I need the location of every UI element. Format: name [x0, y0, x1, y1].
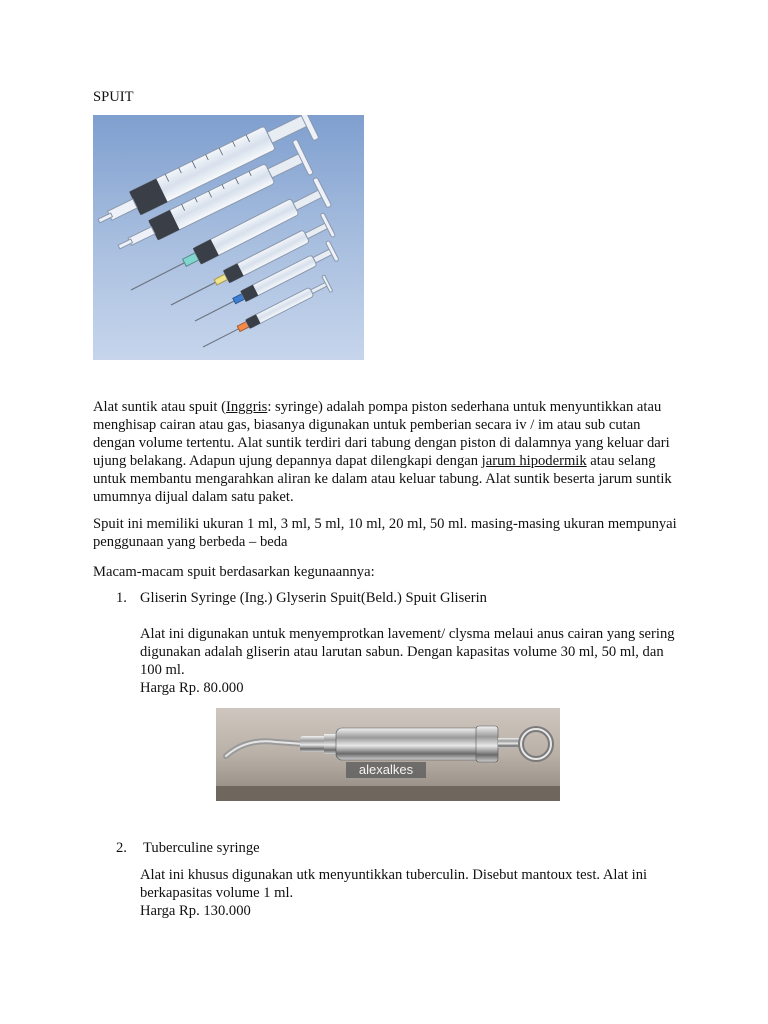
item-2-description: Alat ini khusus digunakan utk menyuntikkan tuberculin. Disebut mantoux test. Alat ini berkapasitas volume 1 ml.	[140, 867, 648, 901]
intro-text-1: Alat suntik atau spuit (	[93, 399, 226, 415]
sizes-paragraph: Spuit ini memiliki ukuran 1 ml, 3 ml, 5 ml, 10 ml, 20 ml, 50 ml. masing-masing ukuran mempunyai penggunaan yang berbeda – beda	[93, 516, 677, 550]
types-heading-paragraph: Macam-macam spuit berdasarkan kegunaannya:	[93, 564, 375, 580]
item-1-body	[140, 625, 680, 697]
item-1-heading: Gliserin Syringe (Ing.) Glyserin Spuit(Beld.) Spuit Gliserin	[140, 590, 487, 606]
watermark-text: alexalkes	[358, 762, 414, 777]
item-2-heading: Tuberculine syringe	[143, 840, 260, 856]
document-title: SPUIT	[93, 89, 134, 105]
intro-text-2: : syringe) adalah pompa piston sederhana untuk menyuntikkan atau menghisap cairan atau gas, biasanya digunakan untuk pemberian secara iv / im atau sub cutan dengan volume tertentu. Alat suntik terdiri dari tabung dengan piston di dalamnya yang keluar dari ujung belakang. Adapun ujung depannya dapat dilengkapi dengan	[93, 399, 670, 469]
list-number-2: 2.	[116, 840, 127, 856]
intro-text-3: atau selang untuk membantu mengarahkan aliran ke dalam atau keluar tabung. Alat suntik beserta jarum suntik umumnya dijual dalam satu paket.	[93, 453, 672, 505]
item-2-price: Harga Rp. 130.000	[140, 903, 251, 919]
list-number-1: 1.	[116, 590, 127, 606]
jarum-hipodermik-link[interactable]: jarum hipodermik	[481, 453, 587, 469]
glycerin-syringe-photo	[216, 708, 560, 801]
inggris-link[interactable]: Inggris	[225, 399, 268, 415]
item-1-price: Harga Rp. 80.000	[140, 680, 244, 696]
intro-paragraph	[93, 398, 683, 506]
item-1-description: Alat ini digunakan untuk menyemprotkan lavement/ clysma melaui anus cairan yang sering digunakan adalah gliserin atau larutan sabun. Dengan kapasitas volume 30 ml, 50 ml, dan 100 ml.	[140, 626, 675, 678]
syringes-photo	[93, 115, 364, 360]
item-2-body	[140, 866, 680, 920]
